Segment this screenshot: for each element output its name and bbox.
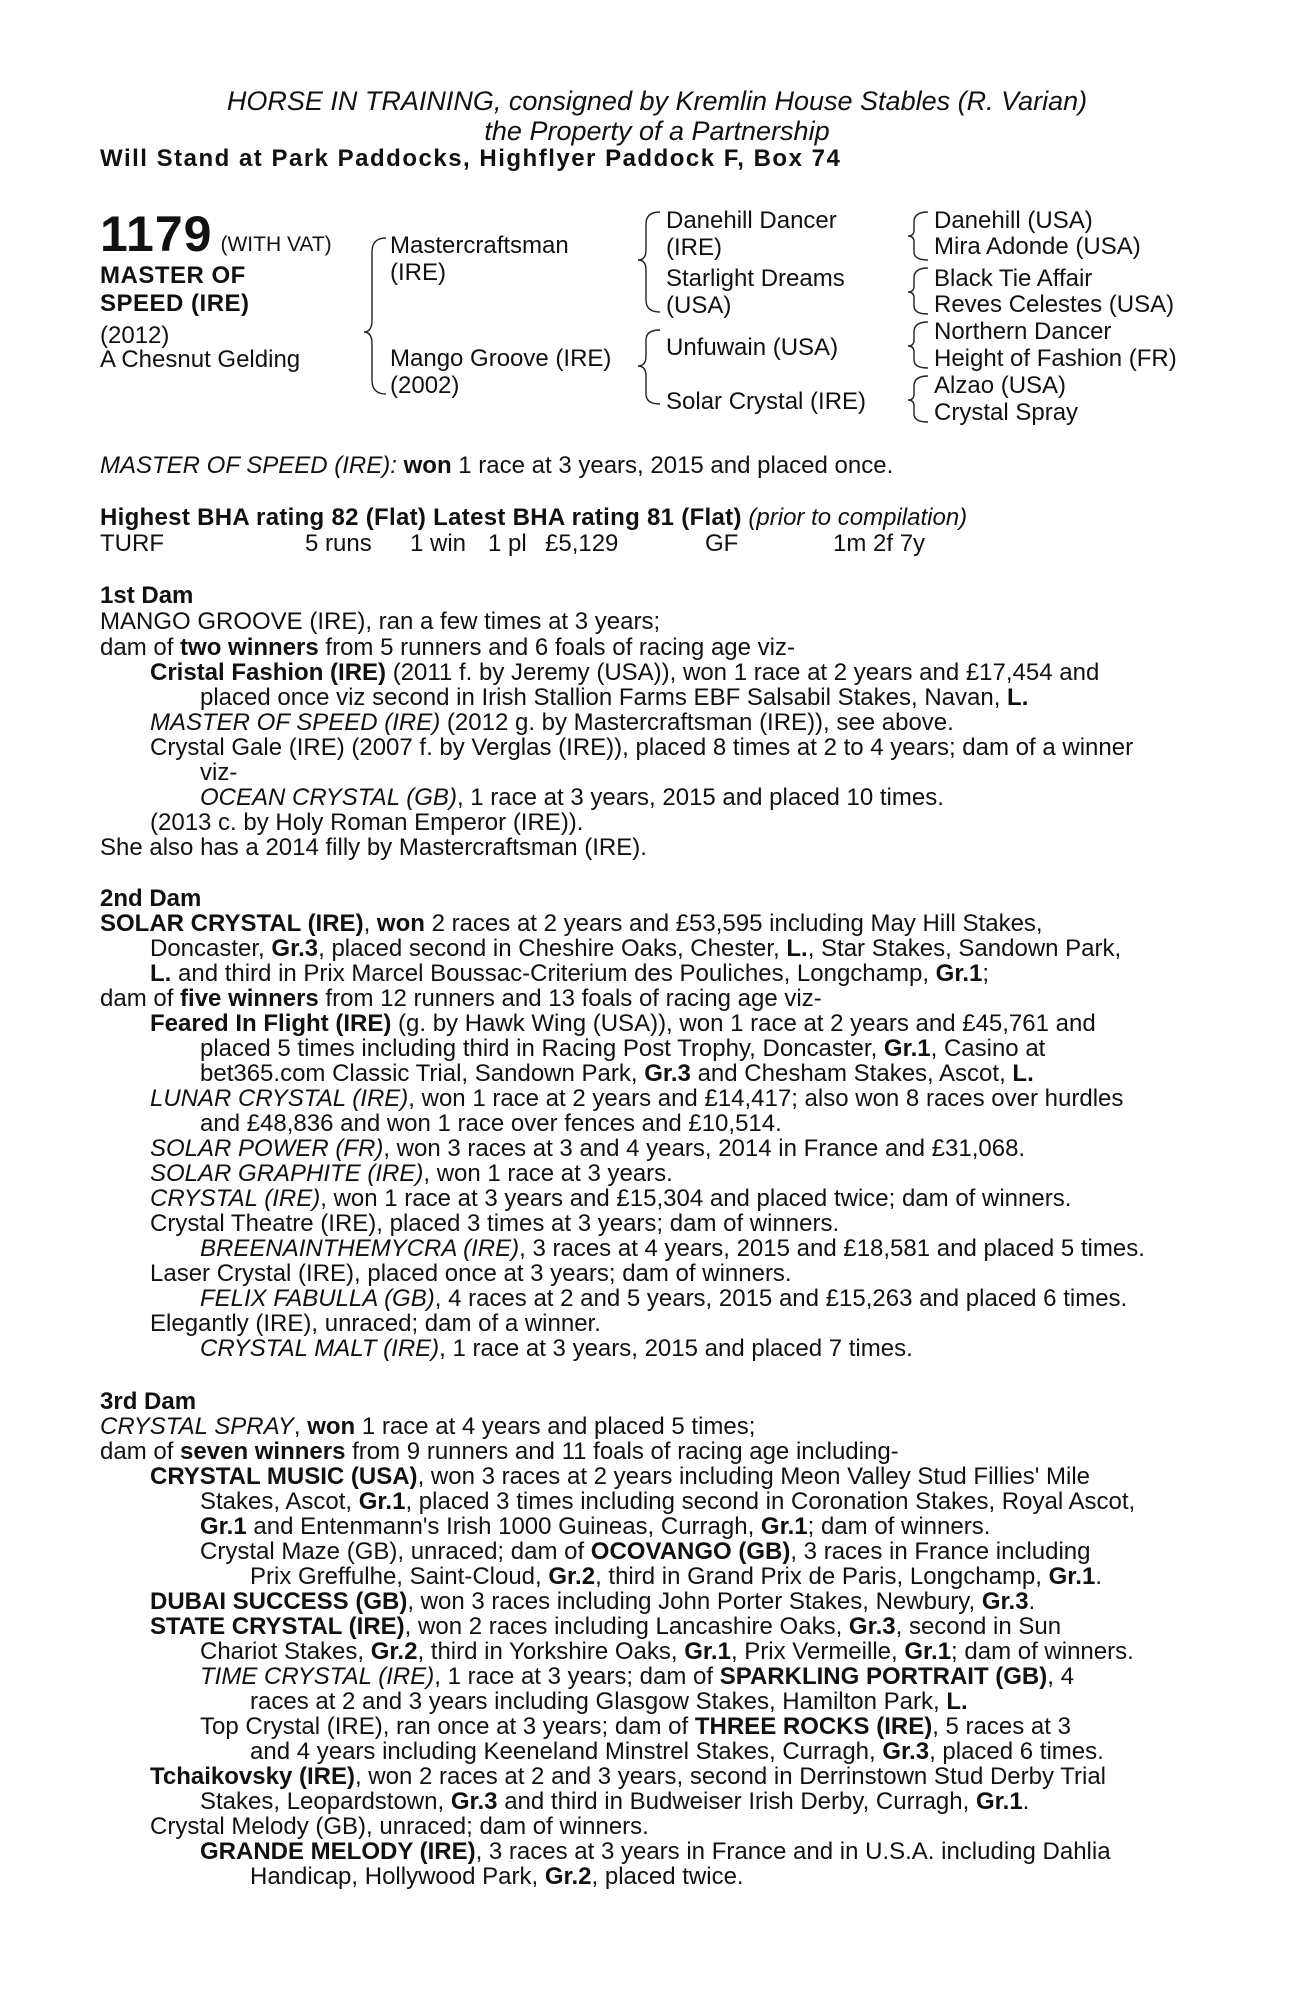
third-dam-line: Crystal Maze (GB), unraced; dam of OCOVANGO (GB), 3 races in France including (200, 1538, 1091, 1565)
third-dam-line: TIME CRYSTAL (IRE), 1 race at 3 years; dam of SPARKLING PORTRAIT (GB), 4 (200, 1663, 1074, 1690)
header-property: the Property of a Partnership (484, 116, 830, 146)
pedigree-ddd: Crystal Spray (934, 399, 1079, 426)
horse-description: A Chesnut Gelding (100, 346, 301, 373)
second-dam-line: Crystal Theatre (IRE), placed 3 times at 3 years; dam of winners. (150, 1210, 840, 1237)
first-dam-line: OCEAN CRYSTAL (GB), 1 race at 3 years, 2015 and placed 10 times. (200, 784, 944, 811)
ratings-distance: 1m 2f 7y (833, 530, 926, 557)
first-dam-line: (2013 c. by Holy Roman Emperor (IRE)). (150, 809, 584, 836)
second-dam-line: Elegantly (IRE), unraced; dam of a winner. (150, 1310, 601, 1337)
ratings-runs: 5 runs (305, 530, 372, 557)
header-consignor: HORSE IN TRAINING, consigned by Kremlin House Stables (R. Varian) (226, 86, 1088, 116)
header-location: Will Stand at Park Paddocks, Highflyer Paddock F, Box 74 (100, 145, 842, 172)
race-summary: MASTER OF SPEED (IRE): won 1 race at 3 years, 2015 and placed once. (100, 452, 894, 479)
third-dam-line: GRANDE MELODY (IRE), 3 races at 3 years in France and in U.S.A. including Dahlia (200, 1838, 1111, 1865)
bha-ratings: Highest BHA rating 82 (Flat) Latest BHA rating 81 (Flat) (prior to compilation) (100, 504, 968, 531)
third-dam-line: Chariot Stakes, Gr.2, third in Yorkshire Oaks, Gr.1, Prix Vermeille, Gr.1; dam of winners. (200, 1638, 1134, 1665)
second-dam-line: dam of five winners from 12 runners and 13 foals of racing age viz- (100, 985, 822, 1012)
ratings-going: GF (705, 530, 739, 557)
pedigree-sire-sire: Danehill Dancer (IRE) (666, 207, 837, 261)
pedigree-brackets (0, 0, 1314, 440)
ratings-wins: 1 win (410, 530, 467, 557)
second-dam-line: BREENAINTHEMYCRA (IRE), 3 races at 4 years, 2015 and £18,581 and placed 5 times. (200, 1235, 1145, 1262)
third-dam-line: races at 2 and 3 years including Glasgow Stakes, Hamilton Park, L. (250, 1688, 968, 1715)
foaling-year: (2012) (100, 322, 170, 349)
first-dam-line: viz- (200, 759, 238, 786)
first-dam-heading: 1st Dam (100, 582, 194, 609)
first-dam-line: She also has a 2014 filly by Mastercraftsman (IRE). (100, 834, 647, 861)
pedigree-dds: Alzao (USA) (934, 372, 1067, 399)
second-dam-line: LUNAR CRYSTAL (IRE), won 1 race at 2 years and £14,417; also won 8 races over hurdles (150, 1085, 1124, 1112)
third-dam-line: Prix Greffulhe, Saint-Cloud, Gr.2, third in Grand Prix de Paris, Longchamp, Gr.1. (250, 1563, 1102, 1590)
third-dam-line: Stakes, Ascot, Gr.1, placed 3 times including second in Coronation Stakes, Royal Ascot, (200, 1488, 1136, 1515)
pedigree-ssd: Mira Adonde (USA) (934, 233, 1141, 260)
pedigree-dam-dam: Solar Crystal (IRE) (666, 388, 867, 415)
second-dam-line: SOLAR POWER (FR), won 3 races at 3 and 4 years, 2014 in France and £31,068. (150, 1135, 1026, 1162)
third-dam-line: CRYSTAL SPRAY, won 1 race at 4 years and placed 5 times; (100, 1413, 756, 1440)
first-dam-line: placed once viz second in Irish Stallion Farms EBF Salsabil Stakes, Navan, L. (200, 684, 1029, 711)
first-dam-line: Cristal Fashion (IRE) (2011 f. by Jeremy (USA)), won 1 race at 2 years and £17,454 and (150, 659, 1100, 686)
pedigree-dss: Northern Dancer (934, 318, 1112, 345)
second-dam-heading: 2nd Dam (100, 885, 202, 912)
second-dam-line: placed 5 times including third in Racing Post Trophy, Doncaster, Gr.1, Casino at (200, 1035, 1046, 1062)
second-dam-line: Feared In Flight (IRE) (g. by Hawk Wing (USA)), won 1 race at 2 years and £45,761 and (150, 1010, 1096, 1037)
pedigree-sire: Mastercraftsman (IRE) (390, 232, 569, 286)
pedigree-sds: Black Tie Affair (934, 265, 1093, 292)
horse-name: MASTER OF SPEED (IRE) (100, 262, 250, 317)
third-dam-line: DUBAI SUCCESS (GB), won 3 races including John Porter Stakes, Newbury, Gr.3. (150, 1588, 1036, 1615)
first-dam-line: MASTER OF SPEED (IRE) (2012 g. by Mastercraftsman (IRE)), see above. (150, 709, 954, 736)
second-dam-line: SOLAR GRAPHITE (IRE), won 1 race at 3 years. (150, 1160, 673, 1187)
first-dam-line: Crystal Gale (IRE) (2007 f. by Verglas (IRE)), placed 8 times at 2 to 4 years; dam of a winner (150, 734, 1134, 761)
second-dam-line: bet365.com Classic Trial, Sandown Park, Gr.3 and Chesham Stakes, Ascot, L. (200, 1060, 1034, 1087)
second-dam-line: L. and third in Prix Marcel Boussac-Criterium des Pouliches, Longchamp, Gr.1; (150, 960, 990, 987)
ratings-earnings: £5,129 (545, 530, 619, 557)
second-dam-line: SOLAR CRYSTAL (IRE), won 2 races at 2 years and £53,595 including May Hill Stakes, (100, 910, 1043, 937)
third-dam-line: Crystal Melody (GB), unraced; dam of winners. (150, 1813, 649, 1840)
pedigree-dam-sire: Unfuwain (USA) (666, 334, 839, 361)
pedigree-sdd: Reves Celestes (USA) (934, 291, 1175, 318)
vat-label: (WITH VAT) (220, 233, 332, 256)
third-dam-line: and 4 years including Keeneland Minstrel Stakes, Curragh, Gr.3, placed 6 times. (250, 1738, 1104, 1765)
first-dam-line: MANGO GROOVE (IRE), ran a few times at 3 years; (100, 608, 661, 635)
third-dam-line: Tchaikovsky (IRE), won 2 races at 2 and 3 years, second in Derrinstown Stud Derby Trial (150, 1763, 1106, 1790)
second-dam-line: FELIX FABULLA (GB), 4 races at 2 and 5 years, 2015 and £15,263 and placed 6 times. (200, 1285, 1128, 1312)
ratings-surface: TURF (100, 530, 164, 557)
third-dam-line: Stakes, Leopardstown, Gr.3 and third in Budweiser Irish Derby, Curragh, Gr.1. (200, 1788, 1030, 1815)
third-dam-line: dam of seven winners from 9 runners and 11 foals of racing age including- (100, 1438, 899, 1465)
pedigree-dam: Mango Groove (IRE) (2002) (390, 345, 612, 399)
pedigree-sss: Danehill (USA) (934, 207, 1093, 234)
first-dam-line: dam of two winners from 5 runners and 6 foals of racing age viz- (100, 634, 795, 661)
third-dam-line: Gr.1 and Entenmann's Irish 1000 Guineas, Curragh, Gr.1; dam of winners. (200, 1513, 991, 1540)
ratings-placed: 1 pl (488, 530, 527, 557)
second-dam-line: CRYSTAL MALT (IRE), 1 race at 3 years, 2015 and placed 7 times. (200, 1335, 913, 1362)
second-dam-line: CRYSTAL (IRE), won 1 race at 3 years and £15,304 and placed twice; dam of winners. (150, 1185, 1072, 1212)
third-dam-line: Handicap, Hollywood Park, Gr.2, placed twice. (250, 1863, 744, 1890)
pedigree-dsd: Height of Fashion (FR) (934, 345, 1177, 372)
pedigree-sire-dam: Starlight Dreams (USA) (666, 265, 845, 319)
lot-number: 1179 (WITH VAT) (100, 206, 332, 262)
second-dam-line: Laser Crystal (IRE), placed once at 3 years; dam of winners. (150, 1260, 792, 1287)
third-dam-heading: 3rd Dam (100, 1388, 197, 1415)
third-dam-line: Top Crystal (IRE), ran once at 3 years; dam of THREE ROCKS (IRE), 5 races at 3 (200, 1713, 1071, 1740)
second-dam-line: and £48,836 and won 1 race over fences and £10,514. (200, 1110, 782, 1137)
third-dam-line: STATE CRYSTAL (IRE), won 2 races including Lancashire Oaks, Gr.3, second in Sun (150, 1613, 1062, 1640)
second-dam-line: Doncaster, Gr.3, placed second in Cheshire Oaks, Chester, L., Star Stakes, Sandown Park, (150, 935, 1122, 962)
third-dam-line: CRYSTAL MUSIC (USA), won 3 races at 2 years including Meon Valley Stud Fillies' Mile (150, 1463, 1091, 1490)
